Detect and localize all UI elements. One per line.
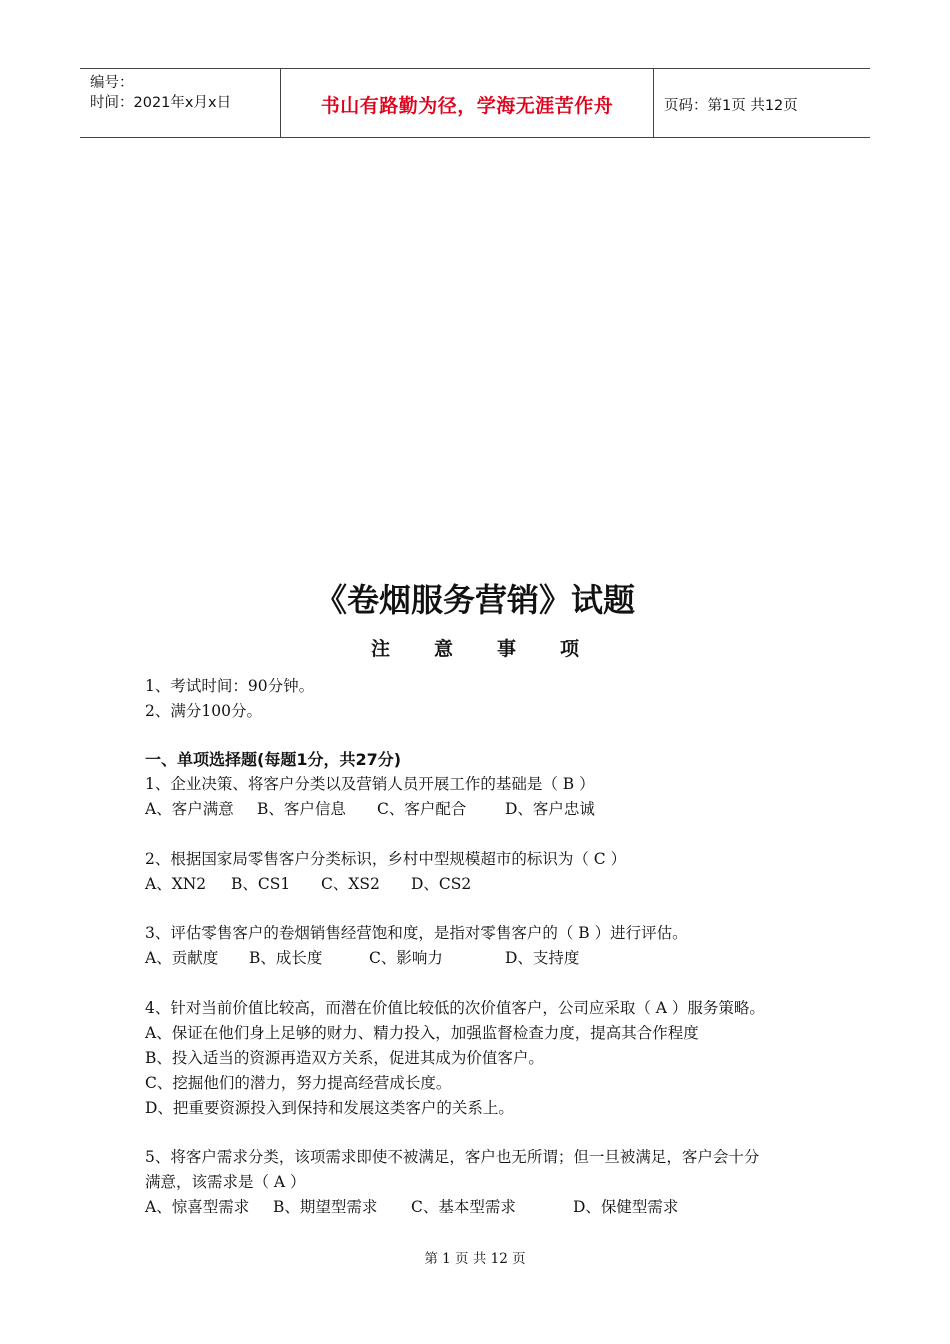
notice-heading (0, 634, 950, 661)
option: B、成长度 (249, 949, 323, 967)
question-stem: 3、评估零售客户的卷烟销售经营饱和度，是指对零售客户的（ B ）进行评估。 (145, 924, 688, 942)
question-stem: 1、企业决策、将客户分类以及营销人员开展工作的基础是（ B ） (145, 775, 595, 793)
option: C、影响力 (369, 949, 443, 967)
option: B、客户信息 (257, 800, 346, 818)
question-option-line: D、把重要资源投入到保持和发展这类客户的关系上。 (145, 1099, 514, 1117)
header-motto: 书山有路勤为径，学海无涯苦作舟 (320, 95, 614, 117)
section-heading: 一、单项选择题(每题1分，共27分) (145, 750, 402, 769)
question-option-line: B、投入适当的资源再造双方关系，促进其成为价值客户。 (145, 1049, 544, 1067)
notice-heading-char: 事 (497, 638, 517, 660)
question-options (145, 1195, 678, 1217)
option: C、客户配合 (377, 800, 467, 818)
header-right-cell (654, 69, 870, 137)
option: A、客户满意 (145, 800, 234, 818)
header-center-cell (281, 69, 654, 137)
notice-item: 1、考试时间：90分钟。 (145, 677, 315, 695)
header-left-cell (80, 69, 281, 137)
option: A、惊喜型需求 (145, 1198, 250, 1216)
page-label: 页码：第1页 共12页 (664, 98, 798, 114)
notice-heading-char: 注 (370, 638, 390, 660)
option: A、贡献度 (145, 949, 219, 967)
notice-heading-char: 意 (433, 638, 453, 660)
option: D、保健型需求 (573, 1198, 679, 1216)
page-footer: 第 1 页 共 12 页 (424, 1251, 526, 1267)
question-stem: 4、针对当前价值比较高，而潜在价值比较低的次价值客户，公司应采取（ A ）服务策略。 (145, 999, 765, 1017)
question-option-line: C、挖掘他们的潜力，努力提高经营成长度。 (145, 1074, 452, 1092)
page-header (80, 68, 870, 138)
option: B、期望型需求 (273, 1198, 378, 1216)
question-stem: 2、根据国家局零售客户分类标识，乡村中型规模超市的标识为（ C ） (145, 850, 627, 868)
option: D、CS2 (411, 875, 472, 893)
question-options (145, 797, 595, 819)
question-stem-continued: 满意，该需求是（ A ） (145, 1173, 306, 1191)
question-options (145, 872, 471, 894)
option: D、支持度 (505, 949, 580, 967)
question-option-line: A、保证在他们身上足够的财力、精力投入，加强监督检查力度，提高其合作程度 (145, 1024, 699, 1042)
option: B、CS1 (231, 875, 291, 893)
option: A、XN2 (145, 875, 207, 893)
number-label: 编号： (90, 75, 134, 91)
notice-item: 2、满分100分。 (145, 702, 262, 720)
document-title: 《卷烟服务营销》试题 (314, 581, 635, 619)
question-options (145, 946, 579, 968)
option: D、客户忠诚 (505, 800, 595, 818)
time-label: 时间：2021年x月x日 (90, 95, 232, 111)
option: C、基本型需求 (411, 1198, 516, 1216)
question-stem: 5、将客户需求分类，该项需求即使不被满足，客户也无所谓；但一旦被满足，客户会十分 (145, 1148, 760, 1166)
notice-heading-char: 项 (560, 638, 580, 660)
option: C、XS2 (321, 875, 380, 893)
